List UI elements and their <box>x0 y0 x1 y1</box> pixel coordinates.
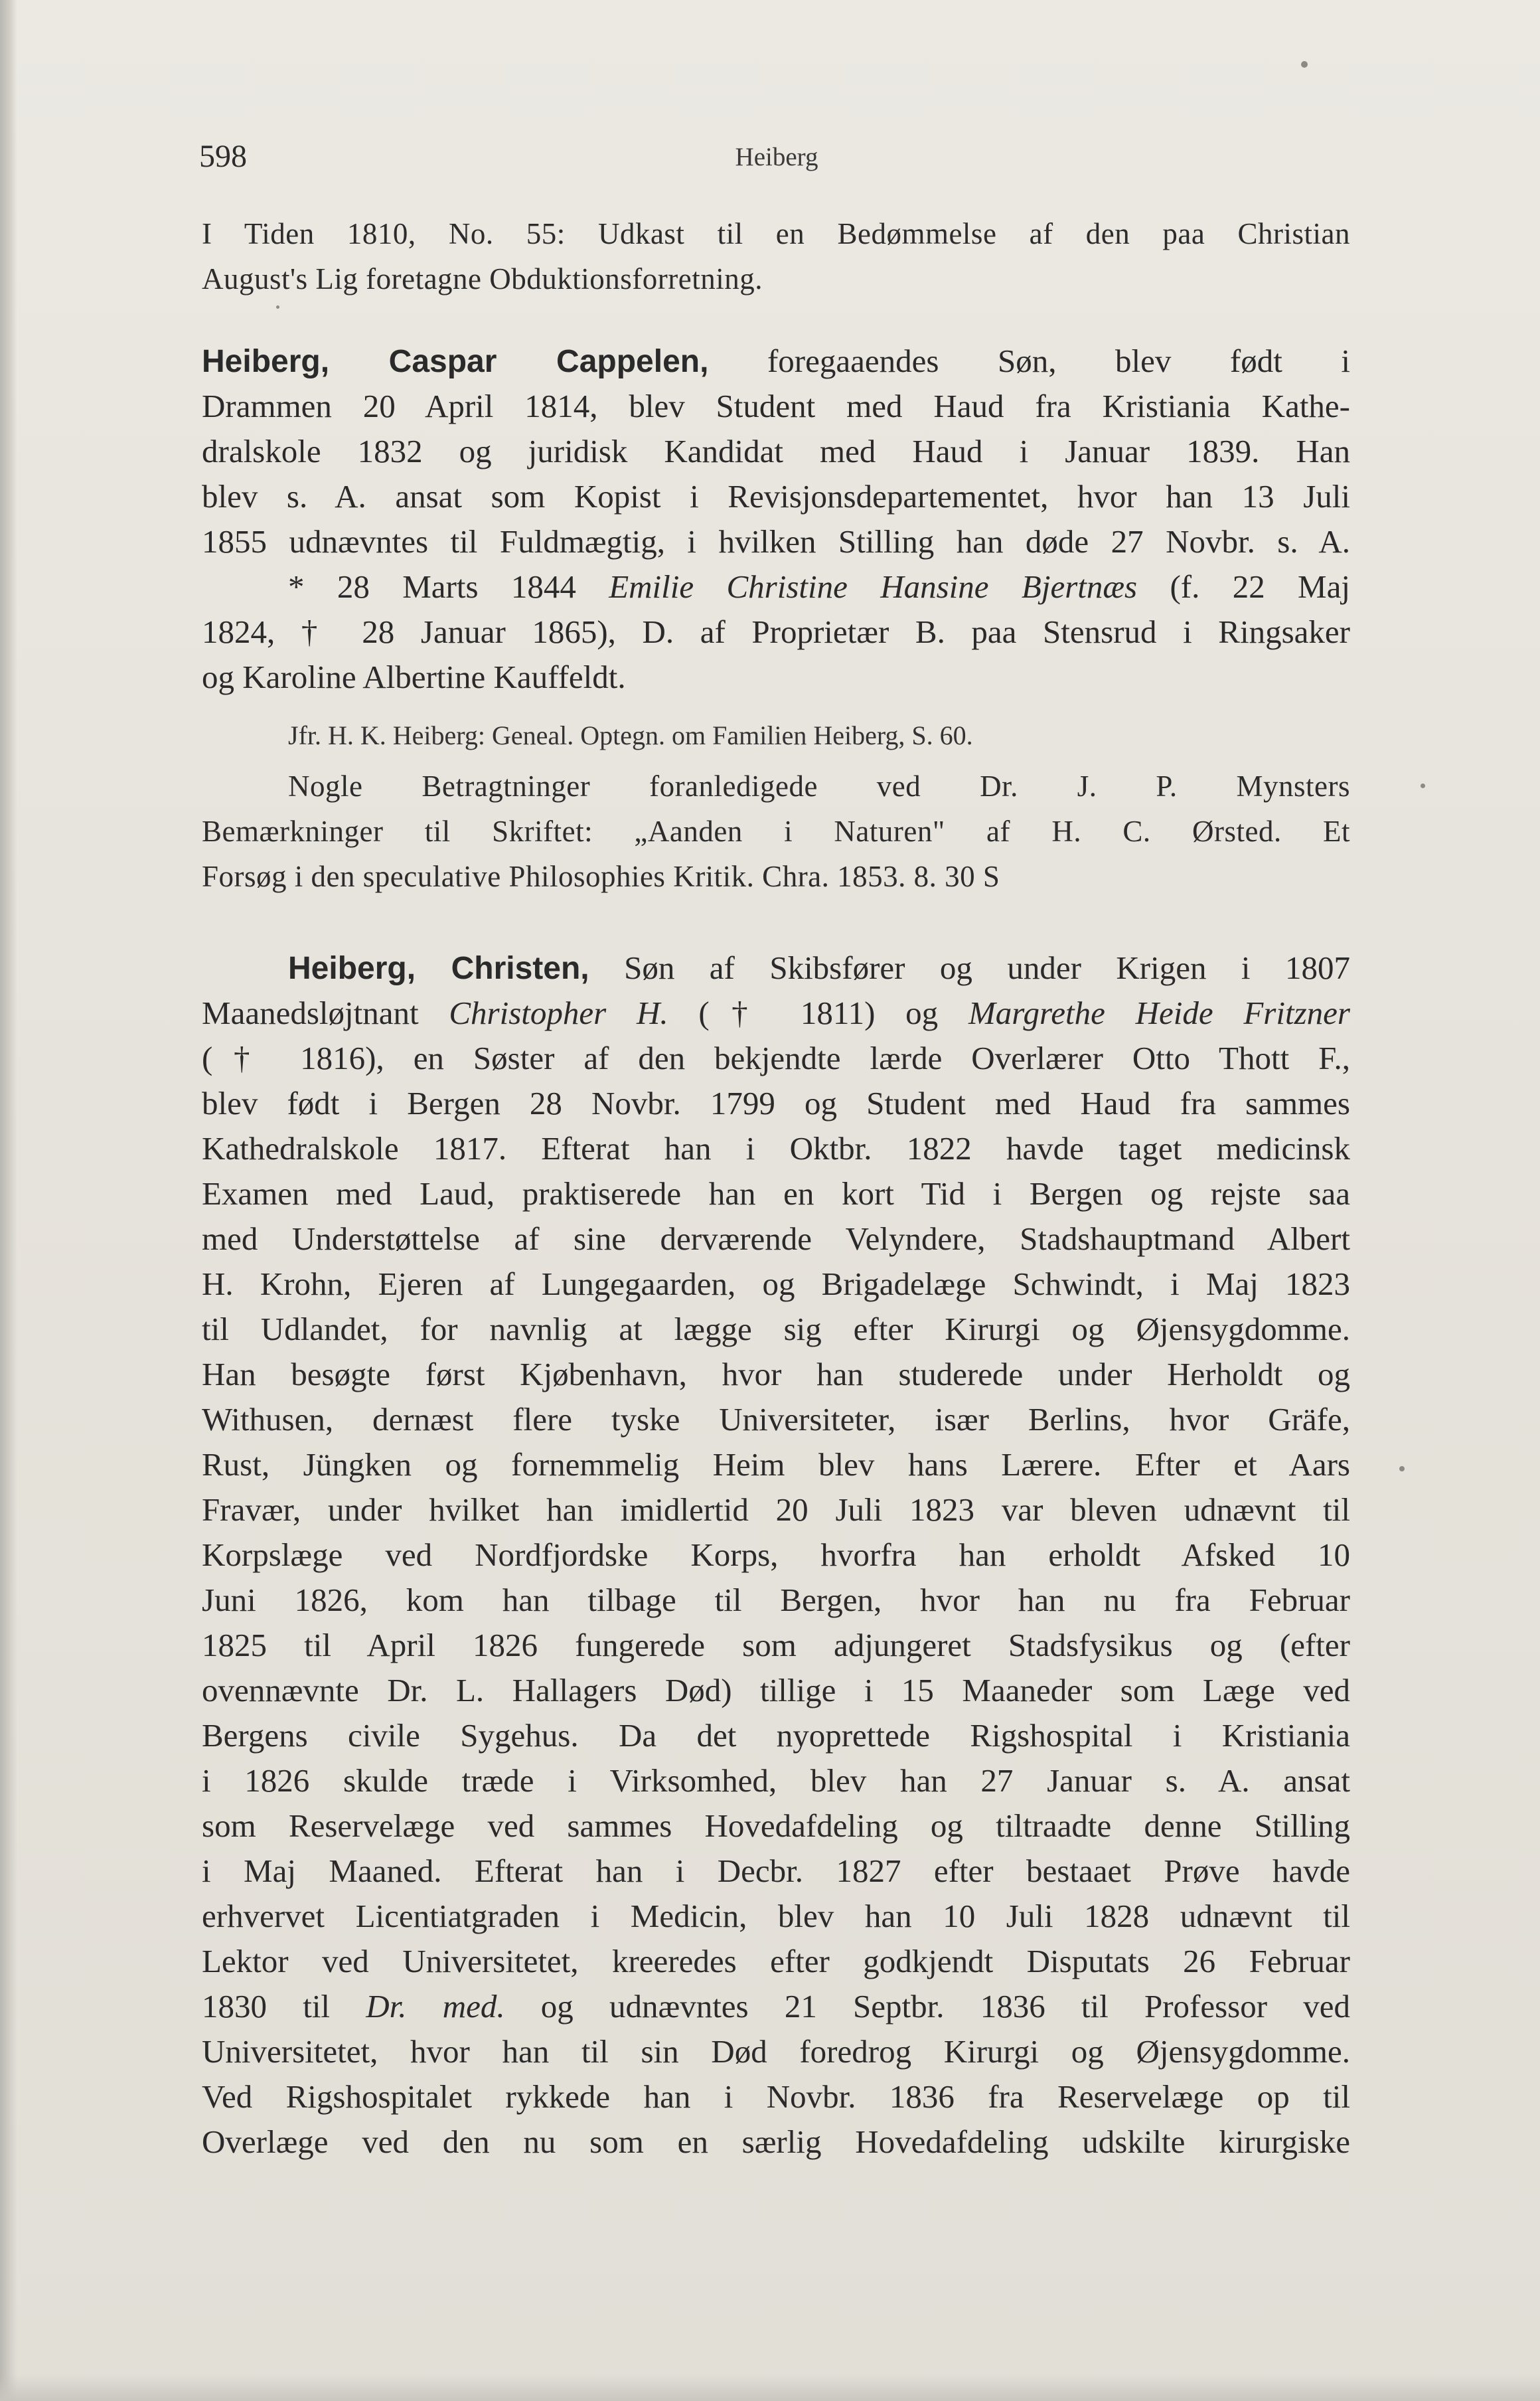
text-line: Overlæge ved den nu som en særlig Hovedafdeling udskilte kirurgiske <box>202 2123 1350 2160</box>
mother-name: Margrethe Heide Fritzner <box>968 995 1350 1031</box>
text-line: August's Lig foretagne Obduktionsforretning. <box>202 262 763 295</box>
speck <box>1301 61 1308 68</box>
text-line: 1824, † 28 Januar 1865), D. af Proprietær B. paa Stensrud i Ringsaker <box>202 614 1350 650</box>
text-line: * 28 Marts 1844 Emilie Christine Hansine Bjertnæs (f. 22 Maj <box>288 568 1350 605</box>
spouse-name: Emilie Christine Hansine Bjertnæs <box>609 568 1138 605</box>
text-line: dralskole 1832 og juridisk Kandidat med Haud i Januar 1839. Han <box>202 433 1350 469</box>
work-title-line: Forsøg i den speculative Philosophies Kritik. Chra. 1853. 8. 30 S <box>202 860 1000 893</box>
entry-heading: Heiberg, Christen, <box>288 951 589 986</box>
father-name: Christopher H. <box>449 995 668 1031</box>
text-line: 1855 udnævntes til Fuldmægtig, i hvilken Stilling han døde 27 Novbr. s. A. <box>202 523 1350 560</box>
text-line: Universitetet, hvor han til sin Død foredrog Kirurgi og Øjensygdomme. <box>202 2033 1350 2070</box>
entry-heading: Heiberg, Caspar Cappelen, <box>202 344 709 379</box>
text-line: Withusen, dernæst flere tyske Universiteter, især Berlins, hvor Gräfe, <box>202 1401 1350 1438</box>
text-line: Korpslæge ved Nordfjordske Korps, hvorfra han erholdt Afsked 10 <box>202 1536 1350 1573</box>
text-line: H. Krohn, Ejeren af Lungegaarden, og Brigadelæge Schwindt, i Maj 1823 <box>202 1266 1350 1302</box>
reference <box>288 716 1284 756</box>
text-line: Kathedralskole 1817. Efterat han i Oktbr. 1822 havde taget medicinsk <box>202 1130 1350 1167</box>
works-list <box>202 764 1350 899</box>
degree-abbrev: Dr. med. <box>366 1988 505 2025</box>
entry-caspar-cappelen <box>202 339 1350 700</box>
text-line: i Maj Maaned. Efterat han i Decbr. 1827 efter bestaaet Prøve havde <box>202 1853 1350 1889</box>
text-line: til Udlandet, for navnlig at lægge sig efter Kirurgi og Øjensygdomme. <box>202 1311 1350 1347</box>
text-line: 1825 til April 1826 fungerede som adjungeret Stadsfysikus og (efter <box>202 1627 1350 1663</box>
speck <box>1399 1466 1405 1471</box>
text-line: Heiberg, Caspar Cappelen, foregaaendes Søn, blev født i <box>202 343 1350 379</box>
carryover-text <box>202 211 1350 301</box>
entry-christen <box>202 946 1350 2165</box>
work-title-line: Nogle Betragtninger foranledigede ved Dr. J. P. Mynsters <box>288 770 1350 803</box>
page-number: 598 <box>199 139 247 174</box>
work-title-line: Bemærkninger til Skriftet: „Aanden i Naturen" af H. C. Ørsted. Et <box>202 815 1350 848</box>
running-title: Heiberg <box>735 143 818 171</box>
reference-line: Jfr. H. K. Heiberg: Geneal. Optegn. om Familien Heiberg, S. 60. <box>288 720 973 750</box>
text-line: i 1826 skulde træde i Virksomhed, blev han 27 Januar s. A. ansat <box>202 1762 1350 1799</box>
text-line: og Karoline Albertine Kauffeldt. <box>202 659 626 695</box>
page-shadow-left <box>0 0 17 2401</box>
text-line: Ved Rigshospitalet rykkede han i Novbr. 1836 fra Reservelæge op til <box>202 2078 1350 2115</box>
text-line: Heiberg, Christen, Søn af Skibsfører og under Krigen i 1807 <box>288 950 1350 986</box>
speck <box>1421 784 1425 788</box>
text-line: († 1816), en Søster af den bekjendte lærde Overlærer Otto Thott F., <box>202 1040 1350 1076</box>
text-line: Han besøgte først Kjøbenhavn, hvor han studerede under Herholdt og <box>202 1356 1350 1392</box>
text-line: Rust, Jüngken og fornemmelig Heim blev hans Lærere. Efter et Aars <box>202 1446 1350 1483</box>
text-line: som Reservelæge ved sammes Hovedafdeling og tiltraadte denne Stilling <box>202 1807 1350 1844</box>
text-line: Maanedsløjtnant Christopher H. († 1811) og Margrethe Heide Fritzner <box>202 995 1350 1031</box>
text-line: erhvervet Licentiatgraden i Medicin, blev han 10 Juli 1828 udnævnt til <box>202 1898 1350 1934</box>
running-header <box>199 138 1354 178</box>
text-line: med Understøttelse af sine derværende Velyndere, Stadshauptmand Albert <box>202 1220 1350 1257</box>
text-line: 1830 til Dr. med. og udnævntes 21 Septbr. 1836 til Professor ved <box>202 1988 1350 2025</box>
page-shadow-bottom <box>0 2374 1540 2401</box>
speck <box>276 305 279 309</box>
text-line: Examen med Laud, praktiserede han en kort Tid i Bergen og rejste saa <box>202 1175 1350 1212</box>
text-line: Juni 1826, kom han tilbage til Bergen, hvor han nu fra Februar <box>202 1582 1350 1618</box>
text-line: Fravær, under hvilket han imidlertid 20 Juli 1823 var bleven udnævnt til <box>202 1491 1350 1528</box>
text-line: I Tiden 1810, No. 55: Udkast til en Bedømmelse af den paa Christian <box>202 217 1350 250</box>
text-line: blev født i Bergen 28 Novbr. 1799 og Student med Haud fra sammes <box>202 1085 1350 1121</box>
text-line: Lektor ved Universitetet, kreeredes efter godkjendt Disputats 26 Februar <box>202 1943 1350 1979</box>
text-line: Drammen 20 April 1814, blev Student med Haud fra Kristiania Kathe- <box>202 388 1350 424</box>
text-line: Bergens civile Sygehus. Da det nyoprettede Rigshospital i Kristiania <box>202 1717 1350 1754</box>
text-line: blev s. A. ansat som Kopist i Revisjonsdepartementet, hvor han 13 Juli <box>202 478 1350 515</box>
text-line: ovennævnte Dr. L. Hallagers Død) tillige i 15 Maaneder som Læge ved <box>202 1672 1350 1708</box>
